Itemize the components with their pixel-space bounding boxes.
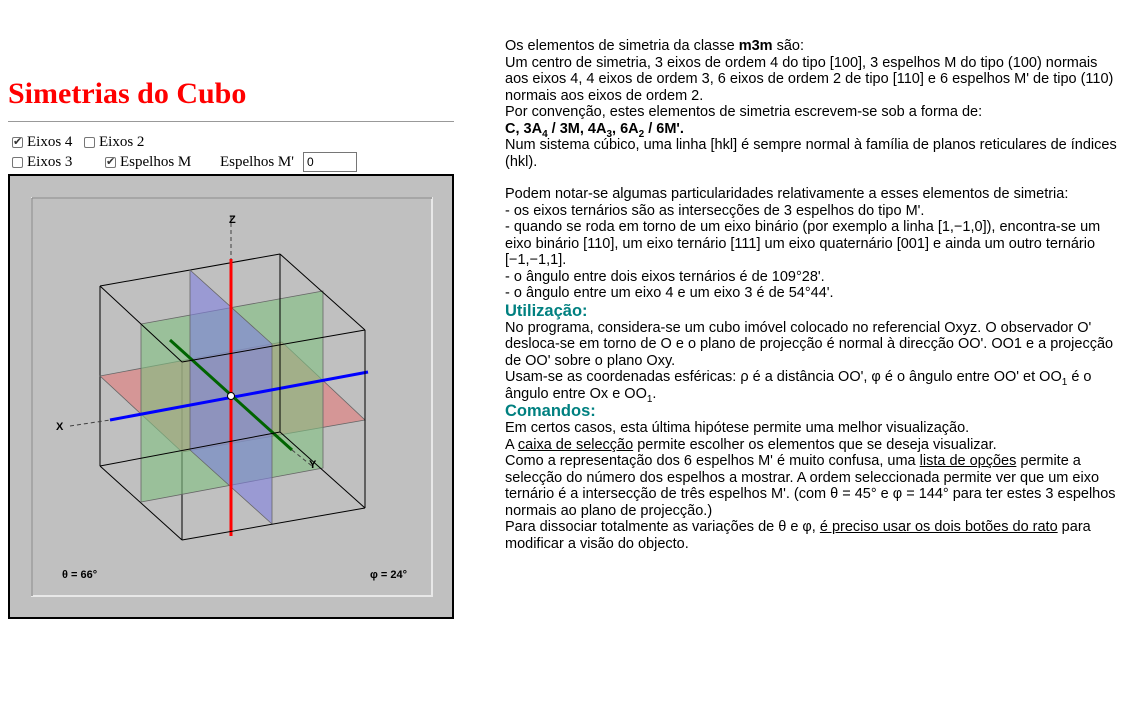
- checkbox-eixos2[interactable]: [84, 137, 95, 148]
- particularity-2: - quando se roda em torno de um eixo binário (por exemplo a linha [1,−1,0]), encontra-se um eixo binário [110], um eixo ternário [111] um eixo quaternário [001] e ainda um outro ternário [−1,−1,1].: [505, 219, 1101, 268]
- utilizacao-2: Usam-se as coordenadas esféricas: ρ é a distância OO', φ é o ângulo entre OO' et $OO_1$ é o ângulo entre Ox e $OO_1$.: [505, 369, 1092, 405]
- caixa-selecao-link[interactable]: caixa de selecção: [517, 436, 634, 453]
- description-panel: [505, 38, 1123, 552]
- intro-line-2: Um centro de simetria, 3 eixos de ordem 4 do tipo [100], 3 espelhos M do tipo (100) normais aos eixos 4, 4 eixos de ordem 3, 6 eixos de ordem 2 de tipo [110] e 6 espelhos M' de tipo (110) normais aos eixos de ordem 2.: [505, 54, 1114, 104]
- symmetry-formula: C, $3A_4 / 3M$, $4A_3$, $6A_2 / 6M'$.: [505, 120, 684, 140]
- intro-line-1: Os elementos de simetria da classe m3m são:: [505, 38, 805, 54]
- title-divider: [8, 121, 454, 122]
- origin-point: [228, 393, 235, 400]
- comandos-3: Como a representação dos 6 espelhos M' é muito confusa, uma lista de opções permite a selecção do número dos espelhos a mostrar. A ordem seleccionada permite ver que um eixo ternário é a intersecção de três espelhos M'. (com θ = 45° e φ = 144° para ter estes 3 espelhos normais ao plano de projecção.): [505, 453, 1116, 519]
- lista-opcoes-link[interactable]: lista de opções: [919, 453, 1017, 469]
- axis-y-label: Y: [309, 459, 317, 471]
- particularities-intro: Podem notar-se algumas particularidades relativamente a esses elementos de simetria:: [505, 186, 1069, 202]
- checkbox-eixos4-row[interactable]: [12, 133, 72, 151]
- checkbox-eixos3-label: Eixos 3: [27, 154, 73, 170]
- axis-z-label: Z: [229, 214, 236, 226]
- axis-x-dashed: [70, 420, 110, 426]
- comandos-2: A caixa de selecção permite escolher os elementos que se deseja visualizar.: [505, 436, 997, 453]
- particularity-3: - o ângulo entre dois eixos ternários é de 109°28'.: [505, 268, 825, 285]
- comandos-1: Em certos casos, esta última hipótese permite uma melhor visualização.: [505, 420, 970, 436]
- comandos-4: Para dissociar totalmente as variações de θ e φ, é preciso usar os dois botões do rato para modificar a visão do objecto.: [505, 519, 1091, 552]
- axis-x-label: X: [56, 421, 64, 433]
- checkbox-espelhos-m-label: Espelhos M: [120, 154, 192, 170]
- intro-line-3: Por convenção, estes elementos de simetria escrevem-se sob a forma de:: [505, 104, 983, 120]
- espelhos-m-prime-input[interactable]: [303, 152, 357, 172]
- utilizacao-1: No programa, considera-se um cubo imóvel colocado no referencial Oxyz. O observador O' desloca-se em torno de O e o plano de projecção é normal à direcção OO'. OO1 e a projecção de OO' sobre o plano Oxy.: [505, 319, 1114, 369]
- botoes-rato-link[interactable]: é preciso usar os dois botões do rato: [819, 519, 1058, 535]
- comandos-heading: Comandos:: [505, 402, 596, 420]
- checkbox-eixos4[interactable]: [12, 137, 23, 148]
- checkbox-espelhos-m[interactable]: [105, 157, 116, 168]
- checkbox-eixos3-row[interactable]: [12, 153, 72, 171]
- theta-readout: θ = 66°: [62, 569, 98, 581]
- checkbox-espelhos-m-row[interactable]: [105, 153, 191, 171]
- phi-readout: φ = 24°: [370, 569, 408, 581]
- checkbox-eixos3[interactable]: [12, 157, 23, 168]
- espelhos-m-prime-label: Espelhos M': [220, 154, 294, 170]
- hkl-paragraph: Num sistema cúbico, uma linha [hkl] é sempre normal à família de planos reticulares de índices (hkl).: [505, 137, 1117, 170]
- left-panel: [0, 0, 462, 710]
- utilizacao-heading: Utilização:: [505, 301, 588, 320]
- checkbox-eixos4-label: Eixos 4: [27, 134, 73, 150]
- particularity-4: - o ângulo entre um eixo 4 e um eixo 3 é de 54°44'.: [505, 285, 834, 301]
- cube-applet-canvas[interactable]: [8, 174, 454, 619]
- cube-drawing[interactable]: [10, 176, 452, 617]
- class-name: m3m: [738, 38, 773, 54]
- page-title: Simetrias do Cubo: [8, 77, 247, 110]
- checkbox-eixos2-label: Eixos 2: [99, 134, 145, 150]
- particularity-1: - os eixos ternários são as intersecções de 3 espelhos do tipo M'.: [505, 202, 925, 219]
- checkbox-eixos2-row[interactable]: [84, 133, 144, 151]
